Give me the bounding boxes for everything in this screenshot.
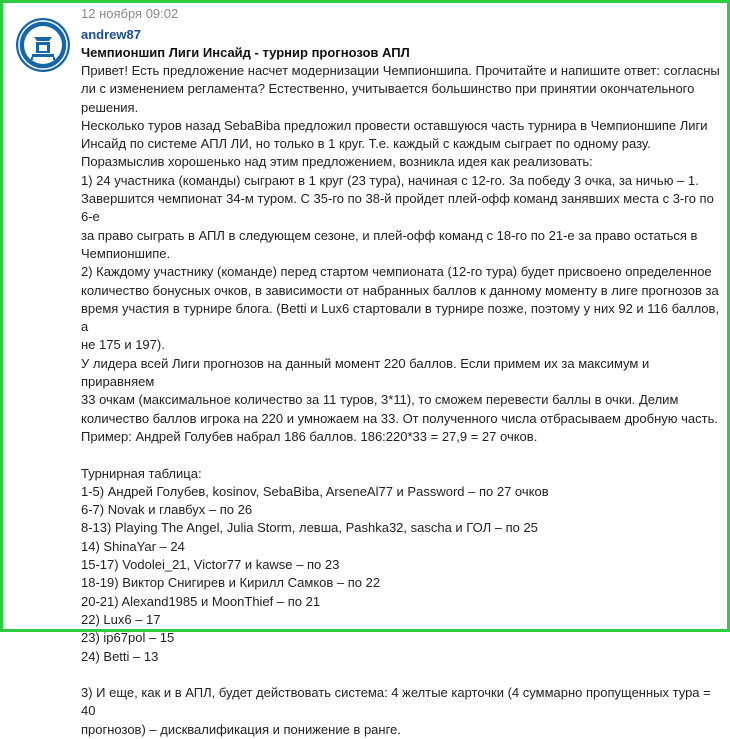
body-line: 33 очкам (максимальное количество за 11 туров, 3*11), то сможем перевести баллы в очки. Делим bbox=[81, 392, 679, 408]
post-body bbox=[81, 62, 721, 739]
body-line: Завершится чемпионат 34-м туром. С 35-го по 38-й пройдет плей-офф команд занявших места с 3-го по 6-е bbox=[81, 191, 714, 225]
body-line: не 175 и 197). bbox=[81, 337, 165, 353]
post-content bbox=[81, 6, 721, 739]
body-line: 1) 24 участника (команды) сыграют в 1 круг (23 тура), начиная с 12-го. За победу 3 очка, за ничью – 1. bbox=[81, 172, 699, 188]
body-line: количество баллов игрока на 220 и умножаем на 33. От полученного числа отбрасываем дробную часть. bbox=[81, 410, 718, 426]
body-line: Турнирная таблица: bbox=[81, 465, 202, 481]
body-line: Несколько туров назад SebaBiba предложил провести оставшуюся часть турнира в Чемпионшипе Лиги bbox=[81, 117, 708, 133]
body-line: Чемпионшипе. bbox=[81, 245, 171, 261]
body-line: 20-21) Alexand1985 и MoonThief – по 21 bbox=[81, 593, 321, 609]
body-line: решения. bbox=[81, 99, 139, 115]
body-line: Пример: Андрей Голубев набрал 186 баллов. 186:220*33 = 27,9 = 27 очков. bbox=[81, 428, 538, 444]
post-timestamp: 12 ноября 09:02 bbox=[81, 6, 179, 21]
author-link[interactable]: andrew87 bbox=[81, 27, 141, 42]
body-line: Инсайд по системе АПЛ ЛИ, но только в 1 круг. Т.е. каждый с каждым сыграет по одному разу. bbox=[81, 136, 651, 152]
body-line: 3) И еще, как и в АПЛ, будет действовать система: 4 желтые карточки (4 суммарно пропущенных тура = 40 bbox=[81, 685, 711, 719]
body-line: 1-5) Андрей Голубев, kosinov, SebaBiba, ArseneAl77 и Password – по 27 очков bbox=[81, 483, 549, 499]
body-line: 22) Lux6 – 17 bbox=[81, 611, 161, 627]
body-line: 6-7) Novak и главбух – по 26 bbox=[81, 502, 253, 518]
body-line: количество бонусных очков, в зависимости от набранных баллов к данному моменту в лиге прогнозов за bbox=[81, 282, 719, 298]
body-line: Поразмыслив хорошенько над этим предложением, возникла идея как реализовать: bbox=[81, 154, 593, 170]
body-line: 24) Betti – 13 bbox=[81, 648, 159, 664]
body-line: за право сыграть в АПЛ в следующем сезоне, и плей-офф команд с 18-го по 21-е за право остаться в bbox=[81, 227, 698, 243]
body-line: 2) Каждому участнику (команде) перед стартом чемпионата (12-го тура) будет присвоено определенное bbox=[81, 264, 712, 280]
body-line: время участия в турнире блога. (Betti и Lux6 стартовали в турнире позже, поэтому у них 92 и 116 баллов, а bbox=[81, 300, 720, 335]
body-line: прогнозов) – дисквалификация и понижение в ранге. bbox=[81, 721, 401, 737]
body-line: Привет! Есть предложение насчет модернизации Чемпионшипа. Прочитайте и напишите ответ: согласны bbox=[81, 63, 720, 78]
blank-line bbox=[81, 446, 721, 464]
body-line: ли с изменением регламента? Естественно, учитывается большинство при принятии окончательного bbox=[81, 81, 695, 97]
blank-line bbox=[81, 666, 721, 684]
post-title: Чемпионшип Лиги Инсайд - турнир прогнозов АПЛ bbox=[81, 45, 410, 60]
body-line: 14) ShinaYar – 24 bbox=[81, 538, 185, 554]
body-line: 18-19) Виктор Снигирев и Кирилл Самков – по 22 bbox=[81, 575, 381, 591]
body-line: 8-13) Playing The Angel, Julia Storm, левша, Pashka32, sascha и ГОЛ – по 25 bbox=[81, 520, 538, 536]
body-line: У лидера всей Лиги прогнозов на данный момент 220 баллов. Если примем их за максимум и приравняем bbox=[81, 355, 650, 390]
body-line: 15-17) Vodolei_21, Victor77 и kawse – по 23 bbox=[81, 557, 340, 573]
body-line: 23) ip67pol – 15 bbox=[81, 630, 175, 646]
dynamo-club-logo-icon[interactable] bbox=[15, 17, 71, 73]
